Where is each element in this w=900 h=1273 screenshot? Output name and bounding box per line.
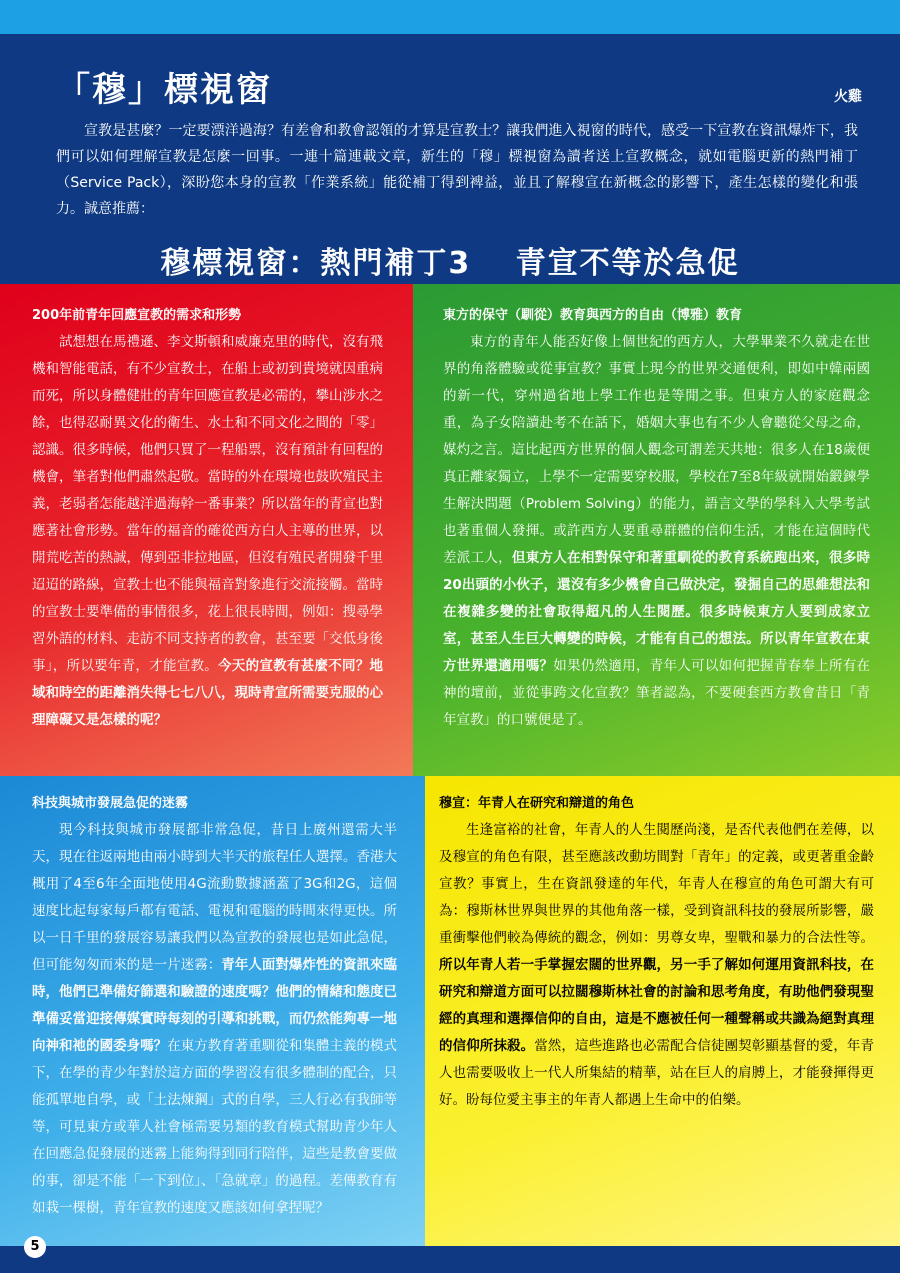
section-body [32,329,383,734]
body-text: 如果仍然適用，青年人可以如何把握青春奉上所有在神的壇前，並從事跨文化宣教？筆者認為，不要硬套西方教會昔日「青年宣教」的口號便是了。 [443,658,871,728]
page-title: 「穆」標視窗 [56,70,272,110]
author-name: 火雞 [834,89,862,105]
page-number: 5 [24,1236,46,1258]
body-text: 現今科技與城市發展都非常急促，昔日上廣州還需大半天，現在往返兩地由兩小時到大半天的旅程任人選擇。香港大概用了4至6年全面地使用4G流動數據涵蓋了3G和2G，這個速度比起每家每戶都有電話、電視和電腦的時間來得更快。所以一日千里的發展容易讓我們以為宣教的發展也是如此急促，但可能匆匆而來的是一片迷霧： [32,822,397,973]
body-bold-text: 青年人面對爆炸性的資訊來臨時，他們已準備好篩選和驗證的速度嗎？他們的情緒和態度已準備妥當迎接傳媒實時每刻的引導和挑戰，而仍然能夠專一地向神和祂的國委身嗎？ [32,957,398,1054]
section-heading: 東方的保守（馴從）教育與西方的自由（博雅）教育 [443,308,743,323]
bottom-color-band [0,1246,900,1273]
section-heading: 科技與城市發展急促的迷霧 [32,796,189,811]
section-heading: 200年前青年回應宣教的需求和形勢 [32,308,242,323]
section-red-panel [0,284,413,776]
body-text: 在東方教育著重馴從和集體主義的模式下，在學的青少年對於這方面的學習沒有很多體制的配合，只能孤單地自學，或「土法煉鋼」式的自學，三人行必有我師等等，可見東方或華人社會極需要另類的教育模式幫助青少年人在回應急促發展的迷霧上能夠得到同行陪伴，這些是教會要做的事，卻是不能「一下到位」、「急就章」的過程。差傳教育有如栽一棵樹，青年宣教的速度又應該如何拿捏呢？ [32,1038,398,1216]
article-subtitle: 穆標視窗：熱門補丁3 青宣不等於急促 [160,246,740,281]
section-heading: 穆宣：年青人在研究和辯道的角色 [439,796,635,811]
body-bold-text: 但東方人在相對保守和著重馴從的教育系統跑出來，很多時20出頭的小伙子，還沒有多少機會自己做決定，發掘自己的思維想法和在複雜多變的社會取得超凡的人生閱歷。很多時候東方人要到成家立室，甚至人生巨大轉變的時候，才能有自己的想法。所以青年宣教在東方世界還適用嗎？ [443,550,871,674]
section-body [32,817,397,1222]
body-bold-text: 今天的宣教有甚麼不同？地域和時空的距離消失得七七八八，現時青宣所需要克服的心理障礙又是怎樣的呢？ [32,658,384,728]
body-text: 生逢富裕的社會，年青人的人生閱歷尚淺，是否代表他們在差傳，以及穆宣的角色有限，甚至應該改動坊間對「青年」的定義，或更著重金齡宣教？事實上，生在資訊發達的年代，年青人在穆宣的角色可謂大有可為：穆斯林世界與世界的其他角落一樣，受到資訊科技的發展所影響，嚴重衝擊他們較為傳統的觀念，例如：男尊女卑，聖戰和暴力的合法性等。 [439,822,874,946]
section-body [439,817,874,1114]
section-yellow-panel [425,776,900,1246]
top-color-band [0,0,900,34]
article-header [0,34,900,284]
section-body [443,329,870,734]
body-bold-text: 所以年青人若一手掌握宏闊的世界觀，另一手了解如何運用資訊科技，在研究和辯道方面可以拉闊穆斯林社會的討論和思考角度，有助他們發現聖經的真理和選擇信仰的自由，這是不應被任何一種聲稱或共識為絕對真理的信仰所抹殺。 [439,957,874,1054]
body-text: 試想想在馬禮遜、李文斯頓和威廉克里的時代，沒有飛機和智能電話，有不少宣教士，在船上或初到貴境就因重病而死，所以身體健壯的青年回應宣教是必需的，攀山涉水之餘，也得忍耐異文化的衛生、水土和不同文化之間的「零」認識。很多時候，他們只買了一程船票，沒有預計有回程的機會，筆者對他們肅然起敬。當時的外在環境也鼓吹殖民主義，老弱者怎能越洋過海幹一番事業？所以當年的青宣也對應著社會形勢。當年的福音的確從西方白人主導的世界，以開荒吃苦的熱誠，傳到亞非拉地區，但沒有殖民者開發千里迢迢的路線，宣教士也不能與福音對象進行交流接觸。當時的宣教士要準備的事情很多，花上很長時間，例如：搜尋學習外語的材料、走訪不同支持者的教會，甚至要「交低身後事」，所以要年青，才能宣教。 [32,334,383,674]
intro-paragraph: 宣教是甚麼？一定要漂洋過海？有差會和教會認領的才算是宣教士？讓我們進入視窗的時代，感受一下宣教在資訊爆炸下，我們可以如何理解宣教是怎麼一回事。一連十篇連載文章，新生的「穆」標視窗為讀者送上宣教概念，就如電腦更新的熱門補丁（Service Pack），深盼您本身的宣教「作業系統」能從補丁得到裨益，並且了解穆宣在新概念的影響下，產生怎樣的變化和張力。誠意推薦： [56,123,858,217]
section-green-panel [413,284,900,776]
body-text: 東方的青年人能否好像上個世紀的西方人，大學畢業不久就走在世界的角落體驗或從事宣教？事實上現今的世界交通便利，即如中韓兩國的新一代，穿州過省地上學工作也是等閒之事。但東方人的家庭觀念重，為子女陪讀赴考不在話下，婚姻大事也有不少人會聽從父母之命，媒灼之言。這比起西方世界的個人觀念可謂差天共地：很多人在18歲便真正離家獨立，上學不一定需要穿校服，學校在7至8年級就開始鍛鍊學生解決問題（Problem Solving）的能力，語言文學的學科入大學考試也著重個人發揮。或許西方人要重尋群體的信仰生活，才能在這個時代差派工人， [443,334,870,566]
body-text: 當然，這些進路也必需配合信徒團契彰顯基督的愛，年青人也需要吸收上一代人所集結的精華，站在巨人的肩膊上，才能發揮得更好。盼每位愛主事主的年青人都遇上生命中的伯樂。 [439,1038,875,1108]
section-blue-panel [0,776,425,1246]
